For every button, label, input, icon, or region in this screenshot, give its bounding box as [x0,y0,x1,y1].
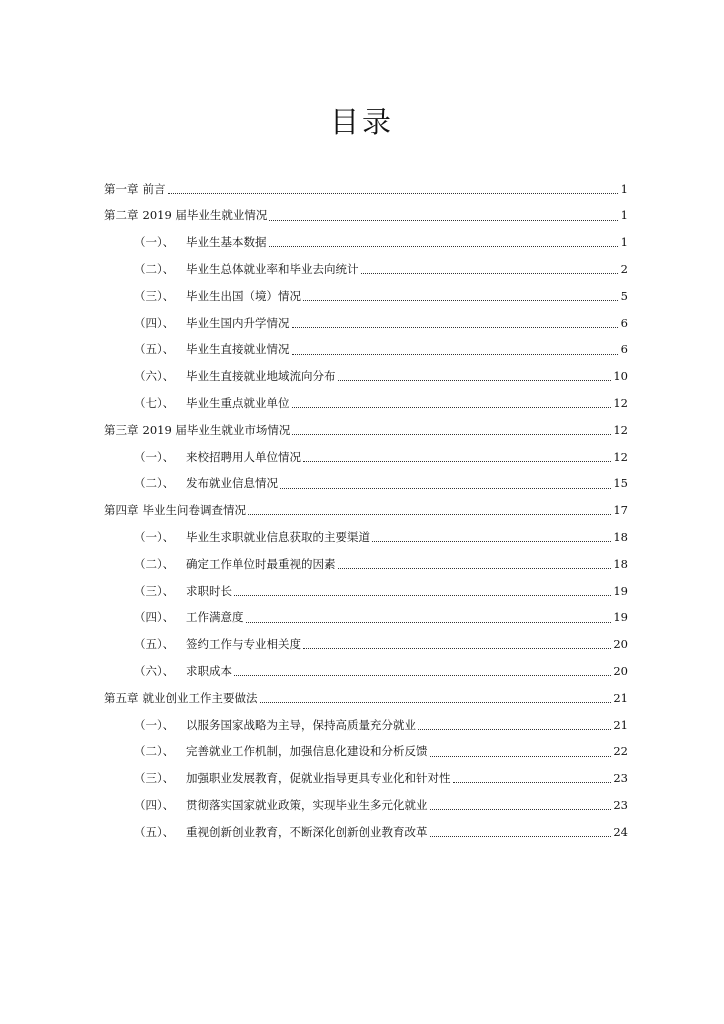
toc-entry-page: 20 [613,663,628,678]
toc-entry-section[interactable] [104,444,628,471]
dot-leader [234,675,611,676]
dot-leader [372,541,611,542]
toc-entry-number: （四）、 [134,797,175,812]
toc-entry-chapter-3[interactable] [104,417,628,444]
toc-entry-number: 第三章 [104,422,139,437]
toc-entry-title: 以服务国家战略为主导，保持高质量充分就业 [186,717,416,732]
dot-leader [453,782,612,783]
dot-leader [303,648,611,649]
toc-entry-number: 第四章 [104,503,139,518]
dot-leader [338,568,612,569]
toc-entry-section[interactable] [104,524,628,551]
toc-entry-number: 第二章 [104,208,139,223]
toc-entry-section[interactable] [104,283,628,310]
page-title: 目录 [329,105,394,139]
toc-entry-title: 毕业生问卷调查情况 [142,503,246,518]
dot-leader [269,246,619,247]
dot-leader [292,434,611,435]
toc-entry-number: （五）、 [134,342,175,357]
toc-entry-number: 第一章 [104,181,139,196]
table-of-contents [104,176,628,846]
toc-entry-page: 6 [620,315,628,330]
dot-leader [292,327,619,328]
toc-entry-section[interactable] [104,256,628,283]
toc-entry-title: 毕业生直接就业情况 [186,342,290,357]
dot-leader [269,220,618,221]
dot-leader [303,300,618,301]
toc-entry-title: 贯彻落实国家就业政策，实现毕业生多元化就业 [186,797,428,812]
toc-entry-page: 10 [613,369,628,384]
toc-entry-page: 23 [613,797,628,812]
dot-leader [248,514,611,515]
toc-entry-title: 发布就业信息情况 [186,476,278,491]
toc-entry-number: （五）、 [134,824,175,839]
toc-entry-page: 15 [613,476,628,491]
dot-leader [338,380,612,381]
toc-entry-page: 23 [613,771,628,786]
dot-leader [418,729,611,730]
toc-entry-section[interactable] [104,230,628,257]
toc-entry-page: 21 [613,717,628,732]
dot-leader [430,836,612,837]
toc-entry-page: 24 [613,824,628,839]
toc-entry-page: 21 [613,690,628,705]
toc-entry-title: 完善就业工作机制，加强信息化建设和分析反馈 [186,744,428,759]
toc-entry-title: 毕业生基本数据 [186,235,267,250]
toc-entry-title: 工作满意度 [186,610,244,625]
toc-entry-section[interactable] [104,605,628,632]
toc-entry-title: 加强职业发展教育，促就业指导更具专业化和针对性 [186,771,451,786]
toc-entry-number: （三）、 [134,583,175,598]
toc-entry-title: 就业创业工作主要做法 [142,690,258,705]
toc-entry-title: 毕业生出国（境）情况 [186,288,301,303]
toc-entry-chapter-1[interactable] [104,176,628,203]
toc-entry-section[interactable] [104,337,628,364]
toc-entry-page: 18 [613,530,628,544]
dot-leader [292,407,612,408]
toc-entry-page: 20 [613,637,628,652]
toc-entry-section[interactable] [104,632,628,659]
dot-leader [430,756,612,757]
toc-entry-page: 17 [613,503,628,518]
toc-entry-chapter-4[interactable] [104,498,628,525]
toc-entry-number: （一）、 [134,449,175,464]
toc-entry-title: 重视创新创业教育，不断深化创新创业教育改革 [186,824,428,839]
toc-entry-number: （三）、 [134,771,175,786]
toc-entry-page: 5 [620,288,628,303]
toc-entry-title: 2019 届毕业生就业市场情况 [142,422,291,437]
toc-entry-number: （五）、 [134,637,175,652]
toc-entry-title: 毕业生直接就业地域流向分布 [186,369,336,384]
toc-entry-page: 1 [620,208,628,223]
toc-entry-section[interactable] [104,551,628,578]
toc-entry-number: （三）、 [134,288,175,303]
dot-leader [361,273,619,274]
toc-entry-page: 2 [620,262,628,277]
toc-entry-number: （二）、 [134,556,175,571]
toc-entry-page: 12 [613,396,628,411]
toc-entry-number: （六）、 [134,663,175,678]
toc-entry-title: 求职时长 [186,583,232,598]
dot-leader [246,622,612,623]
toc-entry-title: 求职成本 [186,663,232,678]
toc-entry-section[interactable] [104,712,628,739]
toc-entry-section[interactable] [104,310,628,337]
toc-entry-page: 1 [620,181,628,196]
toc-entry-number: （七）、 [134,396,175,411]
toc-entry-number: （二）、 [134,476,175,491]
toc-entry-section[interactable] [104,390,628,417]
toc-entry-page: 12 [613,422,628,437]
toc-entry-section[interactable] [104,364,628,391]
toc-entry-page: 1 [620,235,628,250]
dot-leader [234,595,611,596]
toc-entry-number: （四）、 [134,315,175,330]
dot-leader [303,461,611,462]
toc-entry-page: 19 [613,610,628,625]
toc-entry-number: （二）、 [134,262,175,277]
toc-entry-section[interactable] [104,578,628,605]
dot-leader [292,354,619,355]
toc-entry-title: 2019 届毕业生就业情况 [142,208,268,223]
dot-leader [280,488,611,489]
dot-leader [430,809,612,810]
toc-entry-page: 18 [613,556,628,571]
toc-entry-chapter-5[interactable] [104,685,628,712]
toc-entry-number: （四）、 [134,610,175,625]
toc-entry-section[interactable] [104,792,628,819]
toc-entry-number: （一）、 [134,717,175,732]
toc-entry-section[interactable] [104,739,628,766]
toc-entry-number: 第五章 [104,690,139,705]
toc-entry-section[interactable] [104,766,628,793]
toc-entry-number: （一）、 [134,235,175,250]
toc-entry-page: 22 [613,744,628,759]
toc-entry-title: 毕业生重点就业单位 [186,396,290,411]
toc-entry-page: 6 [620,342,628,357]
toc-entry-title: 来校招聘用人单位情况 [186,449,301,464]
toc-entry-section[interactable] [104,819,628,846]
toc-entry-page: 19 [613,583,628,598]
toc-entry-title: 毕业生求职就业信息获取的主要渠道 [186,530,370,544]
toc-entry-section[interactable] [104,471,628,498]
dot-leader [260,702,612,703]
toc-entry-number: （一）、 [134,530,175,544]
toc-entry-title: 确定工作单位时最重视的因素 [186,556,336,571]
toc-entry-number: （六）、 [134,369,175,384]
toc-entry-title: 毕业生国内升学情况 [186,315,290,330]
toc-entry-page: 12 [613,449,628,464]
toc-entry-section[interactable] [104,658,628,685]
toc-entry-title: 毕业生总体就业率和毕业去向统计 [186,262,359,277]
toc-entry-number: （二）、 [134,744,175,759]
toc-entry-title: 签约工作与专业相关度 [186,637,301,652]
dot-leader [168,193,619,194]
toc-entry-title: 前言 [142,181,166,196]
toc-entry-chapter-2[interactable] [104,203,628,230]
